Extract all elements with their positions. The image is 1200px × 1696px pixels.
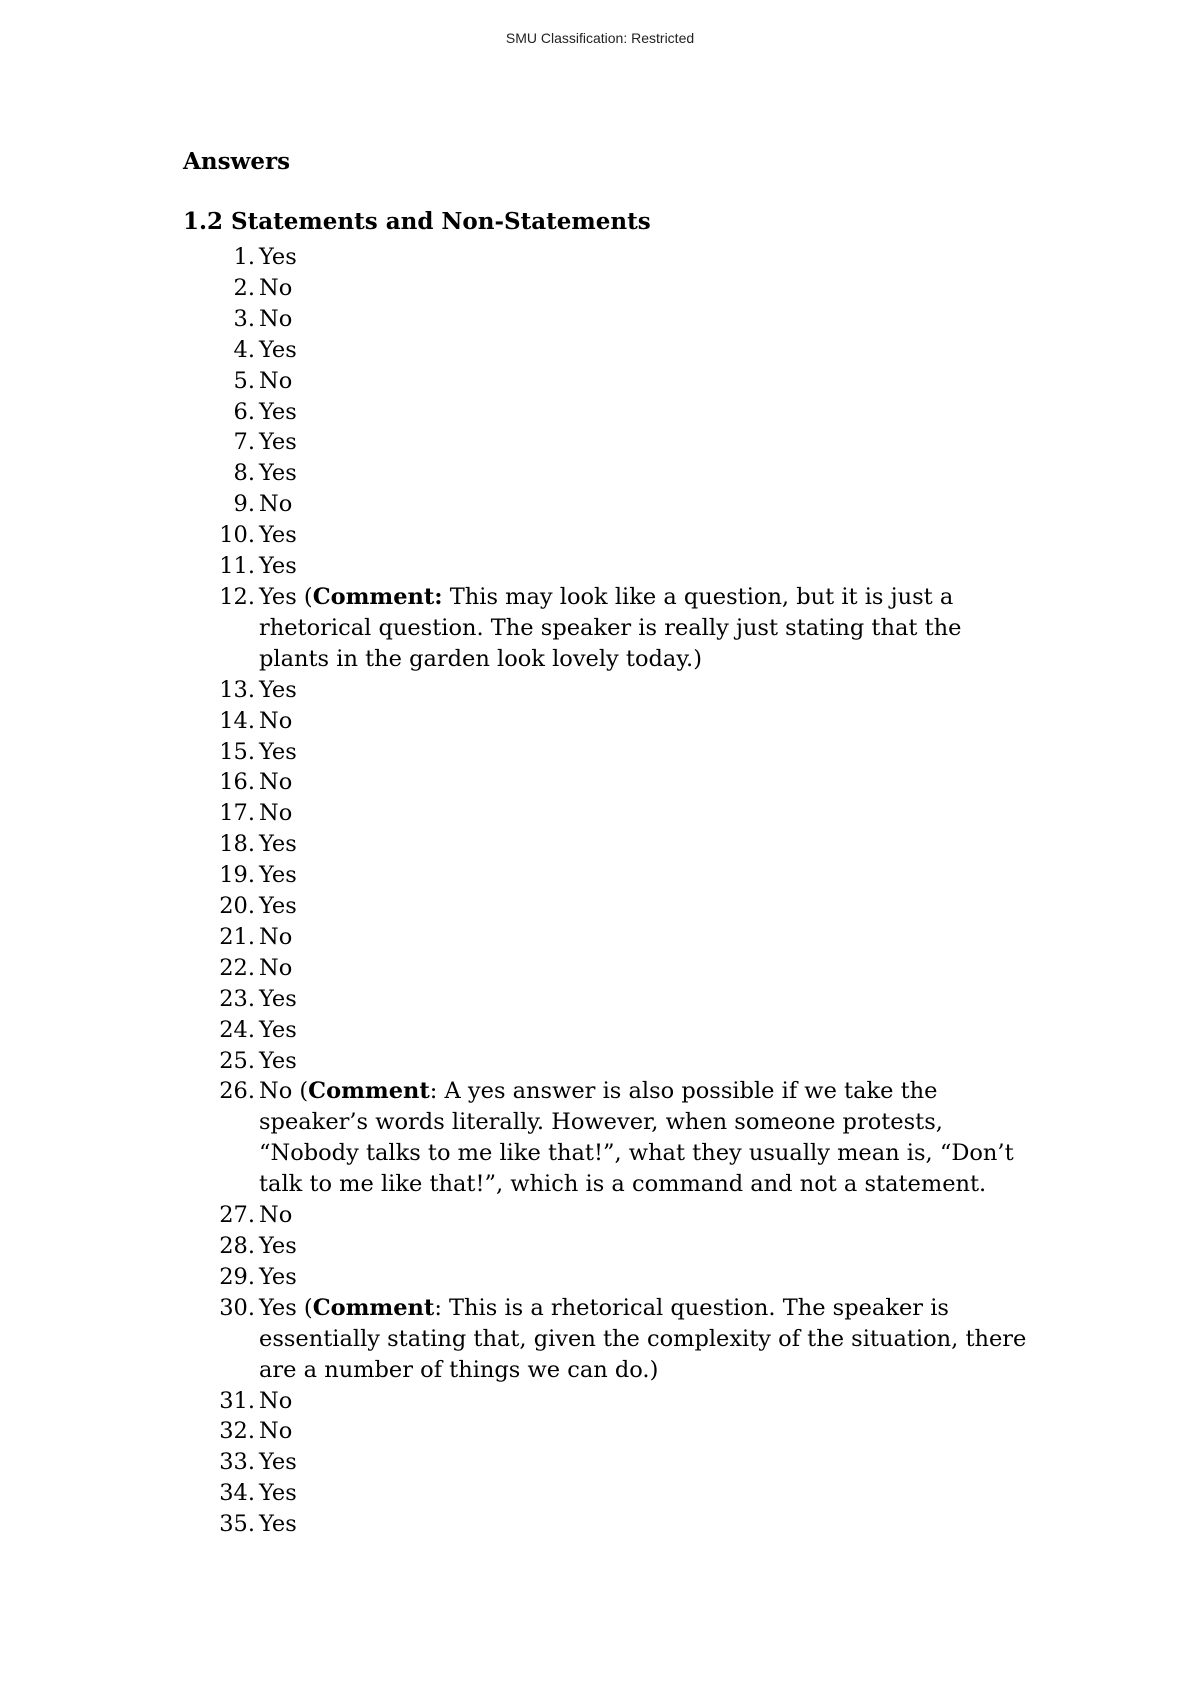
answer-body — [255, 953, 1029, 984]
answer-number: 3. — [233, 305, 255, 332]
answer-value: Yes — [259, 460, 297, 487]
answer-value: Yes ( — [259, 1294, 313, 1321]
answer-value: No — [259, 305, 293, 332]
answer-number: 5. — [233, 367, 255, 394]
answer-value: Yes — [259, 1016, 297, 1043]
answer-number: 14. — [219, 707, 255, 734]
answer-body — [255, 891, 1029, 922]
answer-value: No — [259, 1387, 293, 1414]
answer-item — [183, 458, 1033, 489]
answer-value: No — [259, 367, 293, 394]
answer-item — [183, 737, 1033, 768]
comment-label: Comment: — [312, 583, 443, 610]
answer-body — [255, 1231, 1029, 1262]
answer-body — [255, 860, 1029, 891]
answer-value: No — [259, 1202, 293, 1229]
answer-number: 24. — [219, 1016, 255, 1043]
answer-item — [183, 582, 1033, 675]
answer-value: No — [259, 769, 293, 796]
answer-body — [255, 335, 1029, 366]
answer-number: 31. — [219, 1387, 255, 1414]
answer-number: 26. — [219, 1078, 255, 1105]
answer-value: No ( — [259, 1078, 309, 1105]
answer-body — [255, 737, 1029, 768]
answer-item — [183, 1447, 1033, 1478]
answer-number: 27. — [219, 1202, 255, 1229]
answer-body — [255, 582, 1029, 675]
answer-number: 15. — [219, 738, 255, 765]
answer-number: 17. — [219, 800, 255, 827]
answer-item — [183, 304, 1033, 335]
answer-number: 1. — [233, 244, 255, 270]
answer-number: 33. — [219, 1449, 255, 1476]
answer-item — [183, 1046, 1033, 1077]
answer-item — [183, 706, 1033, 737]
answer-body — [255, 1293, 1029, 1386]
answer-item — [183, 427, 1033, 458]
answer-number: 13. — [219, 676, 255, 703]
answer-item — [183, 675, 1033, 706]
answer-item — [183, 1200, 1033, 1231]
answer-item — [183, 242, 1033, 273]
answer-number: 19. — [219, 862, 255, 889]
answer-number: 23. — [219, 985, 255, 1012]
answer-number: 34. — [219, 1480, 255, 1507]
answer-value: Yes — [259, 1047, 297, 1074]
answer-value: Yes — [259, 1263, 297, 1290]
answer-body — [255, 984, 1029, 1015]
answer-number: 16. — [219, 769, 255, 796]
answer-number: 28. — [219, 1233, 255, 1259]
answer-value: Yes — [259, 862, 297, 889]
answer-item — [183, 1386, 1033, 1417]
answer-value: No — [259, 800, 293, 827]
answer-value: Yes — [259, 336, 297, 363]
answer-body — [255, 1478, 1029, 1509]
answer-value: No — [259, 923, 293, 950]
answer-number: 8. — [233, 460, 255, 487]
answer-body — [255, 397, 1029, 428]
answer-body — [255, 1386, 1029, 1417]
answer-item — [183, 953, 1033, 984]
answer-body — [255, 1046, 1029, 1077]
answer-value: No — [259, 954, 293, 981]
answer-value: Yes — [259, 429, 297, 456]
answer-value: Yes — [259, 738, 297, 765]
answer-item — [183, 860, 1033, 891]
answers-list — [183, 242, 1033, 1540]
answer-item — [183, 922, 1033, 953]
answer-item — [183, 891, 1033, 922]
answer-body — [255, 427, 1029, 458]
comment-text: This may look like a question, but it is just a rhetorical question. The speaker is really just stating that the plants in the garden look lovely today.) — [259, 583, 962, 672]
answer-body — [255, 1262, 1029, 1293]
answer-item — [183, 1076, 1033, 1200]
answer-body — [255, 242, 1029, 273]
classification-header: SMU Classification: Restricted — [505, 30, 695, 46]
answer-item — [183, 551, 1033, 582]
answer-body — [255, 1416, 1029, 1447]
answer-value: Yes — [259, 985, 297, 1012]
answer-body — [255, 1076, 1029, 1200]
answer-number: 9. — [233, 491, 255, 518]
answer-number: 11. — [219, 553, 255, 580]
answer-value: No — [259, 1418, 293, 1445]
answer-item — [183, 1262, 1033, 1293]
answer-value: Yes — [259, 676, 297, 703]
answer-item — [183, 829, 1033, 860]
answer-body — [255, 304, 1029, 335]
answer-number: 6. — [233, 398, 255, 425]
answer-body — [255, 922, 1029, 953]
answer-body — [255, 366, 1029, 397]
answer-item — [183, 1509, 1033, 1540]
comment-label: Comment — [308, 1078, 430, 1105]
answer-value: Yes — [259, 1511, 297, 1538]
answer-number: 18. — [219, 831, 255, 858]
answer-item — [183, 335, 1033, 366]
answer-item — [183, 1293, 1033, 1386]
answer-number: 32. — [219, 1418, 255, 1445]
answer-value: Yes — [259, 831, 297, 858]
answer-body — [255, 1015, 1029, 1046]
answer-item — [183, 489, 1033, 520]
answer-value: Yes — [259, 1480, 297, 1507]
answer-item — [183, 798, 1033, 829]
answer-value: Yes — [259, 553, 297, 580]
answer-number: 20. — [219, 893, 255, 920]
answer-value: Yes — [259, 893, 297, 920]
answer-item — [183, 984, 1033, 1015]
answer-number: 21. — [219, 923, 255, 950]
answer-number: 25. — [219, 1047, 255, 1074]
answer-body — [255, 273, 1029, 304]
answer-item — [183, 1478, 1033, 1509]
answer-item — [183, 1231, 1033, 1262]
answer-value: Yes — [259, 398, 297, 425]
answer-item — [183, 767, 1033, 798]
answer-body — [255, 706, 1029, 737]
answer-item — [183, 1015, 1033, 1046]
comment-text: : A yes answer is also possible if we take the speaker’s words literally. However, when someone protests, “Nobody talks to me like that!”, what they usually mean is, “Don’t talk to me like that!”, which is a command and not a statement. — [259, 1078, 1014, 1198]
comment-label: Comment — [312, 1294, 435, 1321]
answer-body — [255, 829, 1029, 860]
answer-body — [255, 520, 1029, 551]
answer-item — [183, 1416, 1033, 1447]
answer-body — [255, 767, 1029, 798]
answer-item — [183, 520, 1033, 551]
answer-number: 2. — [233, 274, 255, 301]
document-body — [183, 142, 1033, 1540]
answer-body — [255, 1447, 1029, 1478]
answer-body — [255, 798, 1029, 829]
answer-item — [183, 397, 1033, 428]
answer-body — [255, 1200, 1029, 1231]
answer-value: Yes ( — [259, 583, 313, 610]
answer-value: No — [259, 707, 293, 734]
answer-value: No — [259, 274, 293, 301]
answer-number: 7. — [233, 429, 255, 456]
answer-body — [255, 551, 1029, 582]
answer-body — [255, 1509, 1029, 1540]
answer-number: 22. — [219, 954, 255, 981]
answer-value: Yes — [259, 1449, 297, 1476]
answer-value: Yes — [259, 522, 297, 549]
answer-value: No — [259, 491, 293, 518]
answer-value: Yes — [259, 244, 297, 270]
answer-value: Yes — [259, 1233, 297, 1259]
answer-body — [255, 675, 1029, 706]
answer-number: 10. — [219, 522, 255, 549]
answer-item — [183, 273, 1033, 304]
answer-number: 29. — [219, 1263, 255, 1290]
answer-number: 30. — [219, 1294, 255, 1321]
document-title: Answers — [183, 148, 291, 175]
answer-item — [183, 366, 1033, 397]
answer-number: 4. — [233, 336, 255, 363]
answer-body — [255, 489, 1029, 520]
answer-number: 12. — [219, 583, 255, 610]
section-title: 1.2 Statements and Non-Statements — [183, 208, 651, 235]
comment-text: : This is a rhetorical question. The speaker is essentially stating that, given the complexity of the situation, there are a number of things we can do.) — [259, 1294, 1027, 1383]
answer-number: 35. — [219, 1511, 255, 1538]
answer-body — [255, 458, 1029, 489]
